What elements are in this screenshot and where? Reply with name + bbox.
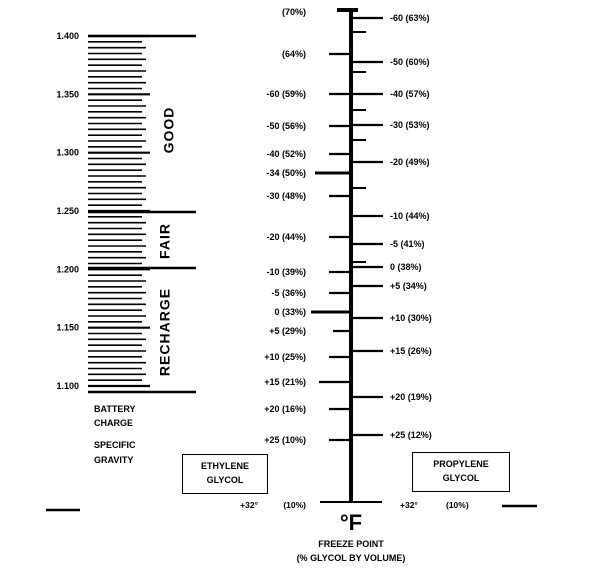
propylene-bottom-pct: (10%)	[446, 500, 469, 510]
ethylene-label: +25 (10%)	[264, 435, 306, 445]
ethylene-label: -10 (39%)	[266, 267, 306, 277]
sg-label: 1.200	[56, 264, 79, 275]
gravity-caption-2: GRAVITY	[94, 455, 134, 465]
ethylene-bottom-temp: +32°	[240, 500, 258, 510]
propylene-label: -40 (57%)	[390, 89, 430, 99]
ethylene-box-line1: ETHYLENE	[200, 461, 249, 471]
sg-label: 1.100	[56, 381, 79, 391]
ethylene-label: +15 (21%)	[264, 377, 306, 387]
ethylene-bottom-pct: (10%)	[283, 500, 306, 510]
ethylene-label: 0 (33%)	[274, 307, 306, 317]
propylene-labels	[390, 13, 432, 440]
ethylene-box-line2: GLYCOL	[206, 475, 244, 485]
propylene-box-line1: PROPYLENE	[433, 459, 489, 469]
propylene-box-line2: GLYCOL	[442, 473, 480, 483]
ethylene-label: -30 (48%)	[266, 191, 306, 201]
sg-label: 1.300	[56, 147, 79, 158]
ethylene-label: -60 (59%)	[266, 89, 306, 99]
ethylene-label: +20 (16%)	[264, 404, 306, 414]
battery-caption-1: BATTERY	[94, 404, 136, 414]
propylene-label: -50 (60%)	[390, 57, 430, 67]
ethylene-label: -50 (56%)	[266, 121, 306, 131]
ethylene-label: (64%)	[281, 49, 306, 59]
propylene-label: -20 (49%)	[390, 157, 430, 167]
ethylene-top-label: (70%)	[281, 7, 306, 17]
freeze-caption-1: FREEZE POINT	[318, 539, 384, 549]
ethylene-label: -5 (36%)	[271, 288, 306, 298]
ethylene-labels	[264, 49, 306, 445]
propylene-glycol-box	[412, 452, 510, 492]
propylene-label: +10 (30%)	[390, 313, 432, 323]
zone-fair-label: FAIR	[156, 223, 173, 259]
ethylene-label: -34 (50%)	[266, 168, 306, 178]
propylene-label: -60 (63%)	[390, 13, 430, 23]
ethylene-label: +10 (25%)	[264, 352, 306, 362]
specific-gravity-labels	[56, 31, 79, 391]
propylene-label: -5 (41%)	[390, 239, 425, 249]
propylene-bottom-temp: +32°	[400, 500, 418, 510]
propylene-label: +15 (26%)	[390, 346, 432, 356]
sg-label: 1.400	[56, 31, 79, 41]
ethylene-glycol-box	[182, 454, 268, 494]
propylene-label: +25 (12%)	[390, 430, 432, 440]
ethylene-label: -20 (44%)	[266, 232, 306, 242]
freeze-point-ticks	[311, 18, 383, 440]
zone-good-label: GOOD	[160, 106, 177, 154]
propylene-label: +5 (34%)	[390, 281, 427, 291]
sg-label: 1.350	[56, 89, 79, 100]
gravity-caption-1: SPECIFIC	[94, 440, 136, 450]
sg-label: 1.250	[56, 206, 79, 216]
propylene-label: +20 (19%)	[390, 392, 432, 402]
propylene-label: -30 (53%)	[390, 120, 430, 130]
ethylene-label: -40 (52%)	[266, 149, 306, 159]
propylene-label: 0 (38%)	[390, 262, 422, 272]
unit-label: °F	[339, 510, 363, 535]
sg-label: 1.150	[56, 322, 79, 333]
ethylene-label: +5 (29%)	[269, 326, 306, 336]
battery-caption-2: CHARGE	[94, 418, 134, 428]
zone-recharge-label: RECHARGE	[156, 287, 173, 377]
propylene-label: -10 (44%)	[390, 211, 430, 221]
freeze-caption-2: (% GLYCOL BY VOLUME)	[296, 553, 406, 563]
